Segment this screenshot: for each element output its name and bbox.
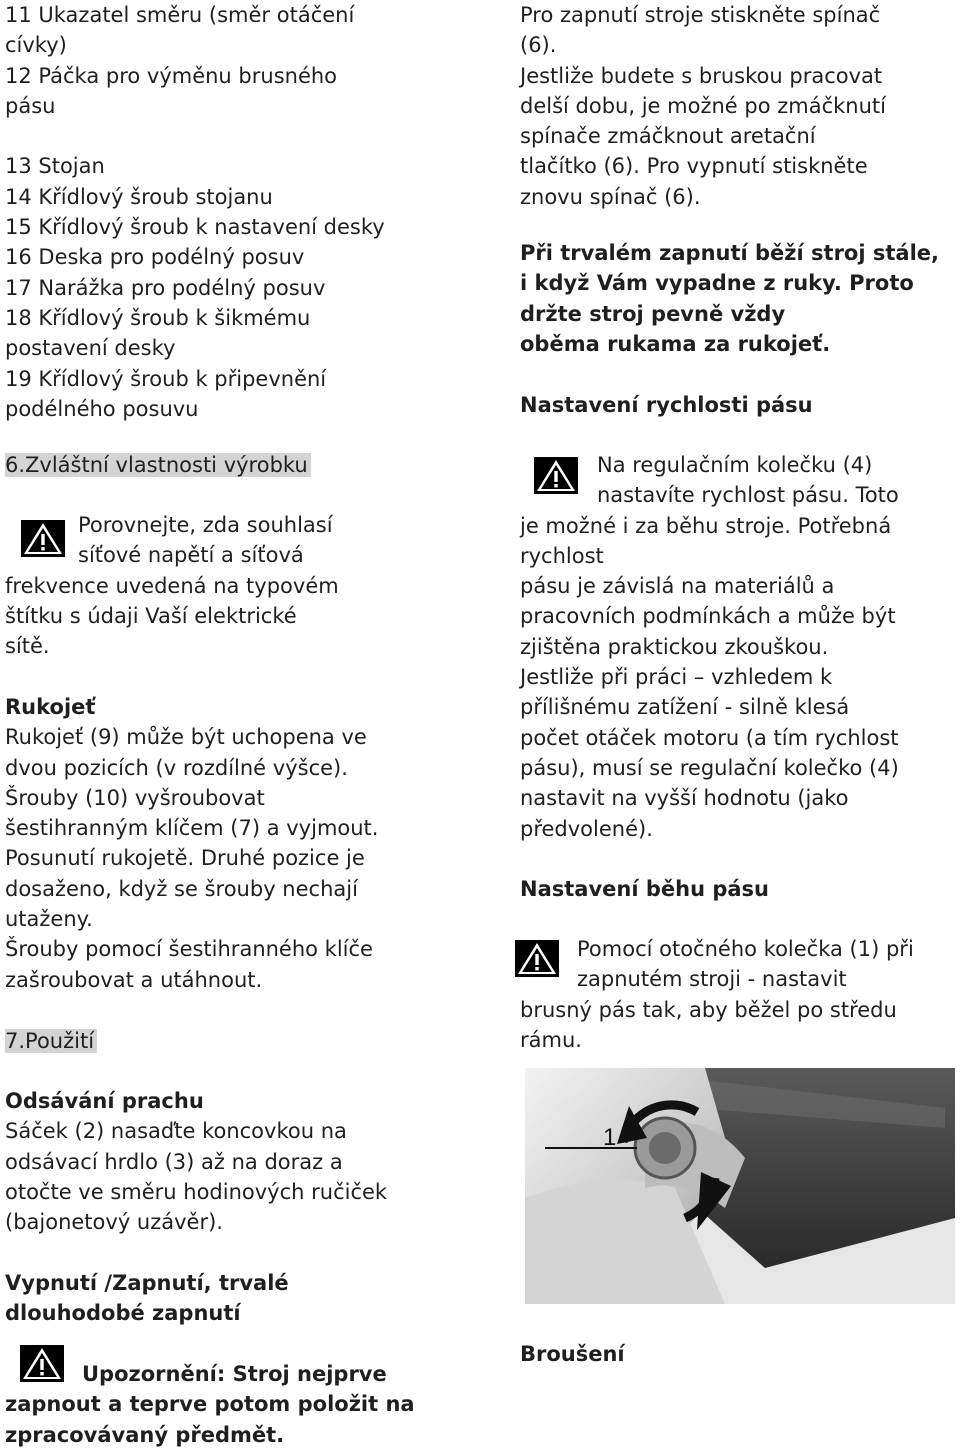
paragraph-line: pásu), musí se regulační kolečko (4) xyxy=(520,755,899,780)
paragraph-line: delší dobu, je možné po zmáčknutí xyxy=(520,93,886,118)
warning-text: Pomocí otočného kolečka (1) při xyxy=(577,937,914,961)
warning-text: zapnout a teprve potom položit na xyxy=(5,1392,415,1417)
list-item: 16 Deska pro podélný posuv xyxy=(5,245,305,270)
warning-triangle-icon xyxy=(21,520,65,557)
paragraph-line: Jestliže budete s bruskou pracovat xyxy=(520,63,883,88)
paragraph-line: znovu spínač (6). xyxy=(520,184,701,209)
continuous-run-warning xyxy=(520,238,939,359)
grinding-heading-block xyxy=(520,1339,625,1369)
warning-text: Porovnejte, zda souhlasí xyxy=(78,513,333,537)
switch-heading: Vypnutí /Zapnutí, trvalé xyxy=(5,1271,289,1295)
grinding-heading: Broušení xyxy=(520,1342,625,1366)
speed-heading: Nastavení rychlosti pásu xyxy=(520,393,813,417)
bold-warning-line: držte stroj pevně vždy xyxy=(520,301,786,326)
paragraph-line: tlačítko (6). Pro vypnutí stiskněte xyxy=(520,154,868,179)
paragraph-line: zašroubovat a utáhnout. xyxy=(5,967,263,992)
list-item: 18 Křídlový šroub k šikmému xyxy=(5,305,311,330)
handle-heading: Rukojeť xyxy=(5,695,96,719)
warning-text: nastavíte rychlost pásu. Toto xyxy=(597,483,899,508)
list-item: 13 Stojan xyxy=(5,154,105,179)
paragraph-line: utaženy. xyxy=(5,907,93,932)
paragraph-line: Jestliže při práci – vzhledem k xyxy=(520,665,833,690)
paragraph-line: předvolené). xyxy=(520,816,653,841)
paragraph-line: Posunutí rukojetě. Druhé pozice je xyxy=(5,846,365,871)
belt-tracking-photo xyxy=(525,1068,955,1304)
paragraph-line: dosaženo, když se šrouby nechají xyxy=(5,876,358,901)
paragraph-line: (6). xyxy=(520,33,557,58)
tracking-heading-block xyxy=(520,874,769,904)
warning-text: Upozornění: Stroj nejprve xyxy=(82,1362,387,1386)
dust-heading: Odsávání prachu xyxy=(5,1089,204,1113)
paragraph-line: Rukojeť (9) může být uchopena ve xyxy=(5,725,367,750)
paragraph-line: nastavit na vyšší hodnotu (jako xyxy=(520,786,849,811)
list-item: 19 Křídlový šroub k připevnění xyxy=(5,366,327,391)
warning-switch-on xyxy=(5,1359,455,1450)
section-6 xyxy=(5,450,311,480)
dust-section xyxy=(5,1086,387,1237)
paragraph-line: rychlost xyxy=(520,543,604,568)
parts-list xyxy=(5,0,385,424)
list-item: cívky) xyxy=(5,33,67,58)
sander-illustration xyxy=(525,1068,955,1304)
section-7-heading: 7.Použití xyxy=(5,1029,97,1053)
paragraph-line: je možné i za běhu stroje. Potřebná xyxy=(520,513,892,538)
paragraph-line: odsávací hrdlo (3) až na doraz a xyxy=(5,1149,343,1174)
speed-heading-block xyxy=(520,390,813,420)
tracking-heading: Nastavení běhu pásu xyxy=(520,877,769,901)
paragraph-line: Šrouby (10) vyšroubovat xyxy=(5,785,265,810)
list-item: 17 Narážka pro podélný posuv xyxy=(5,275,326,300)
paragraph-line: zjištěna praktickou zkouškou. xyxy=(520,634,829,659)
warning-triangle-icon xyxy=(534,457,578,494)
warning-triangle-icon xyxy=(20,1345,64,1382)
bold-warning-line: Při trvalém zapnutí běží stroj stále, xyxy=(520,241,939,265)
paragraph-line: pásu je závislá na materiálů a xyxy=(520,574,835,599)
list-item: pásu xyxy=(5,93,56,118)
warning-text: sítě. xyxy=(5,634,50,659)
speed-section xyxy=(520,450,960,844)
list-item: 11 Ukazatel směru (směr otáčení xyxy=(5,3,355,27)
paragraph-line: šestihranným klíčem (7) a vyjmout. xyxy=(5,816,379,841)
tracking-section xyxy=(520,934,960,1055)
handle-section xyxy=(5,692,378,995)
list-item: postavení desky xyxy=(5,336,176,361)
section-6-heading: 6.Zvláštní vlastnosti výrobku xyxy=(5,453,311,477)
warning-text: frekvence uvedená na typovém xyxy=(5,573,339,598)
list-item xyxy=(5,121,385,151)
list-item: 14 Křídlový šroub stojanu xyxy=(5,184,273,209)
paragraph-line: přílišnému zatížení - silně klesá xyxy=(520,695,850,720)
paragraph-line: dvou pozicích (v rozdílné výšce). xyxy=(5,755,348,780)
callout-label: 1 xyxy=(603,1124,617,1151)
paragraph-line: brusný pás tak, aby běžel po středu xyxy=(520,997,897,1022)
bold-warning-line: oběma rukama za rukojeť. xyxy=(520,331,831,356)
switch-instructions xyxy=(520,0,886,212)
warning-text: síťové napětí a síťová xyxy=(78,543,304,568)
list-item: 15 Křídlový šroub k nastavení desky xyxy=(5,215,385,240)
paragraph-line: Šrouby pomocí šestihranného klíče xyxy=(5,937,373,962)
warning-voltage xyxy=(5,510,455,661)
warning-text: Na regulačním kolečku (4) xyxy=(597,453,873,477)
paragraph-line: spínače zmáčknout aretační xyxy=(520,124,816,149)
switch-heading: dlouhodobé zapnutí xyxy=(5,1301,241,1326)
bold-warning-line: i když Vám vypadne z ruky. Proto xyxy=(520,271,914,296)
paragraph-line: Pro zapnutí stroje stiskněte spínač xyxy=(520,3,881,27)
paragraph-line: otočte ve směru hodinových ručiček xyxy=(5,1179,388,1204)
warning-text: štítku s údaji Vaší elektrické xyxy=(5,603,297,628)
paragraph-line: Sáček (2) nasaďte koncovkou na xyxy=(5,1119,347,1144)
paragraph-line: rámu. xyxy=(520,1027,582,1052)
list-item: 12 Páčka pro výměnu brusného xyxy=(5,63,338,88)
warning-triangle-icon xyxy=(515,940,559,977)
section-7 xyxy=(5,1026,97,1056)
paragraph-line: pracovních podmínkách a může být xyxy=(520,604,896,629)
warning-text: zapnutém stroji - nastavit xyxy=(577,967,847,992)
list-item: podélného posuvu xyxy=(5,396,199,421)
paragraph-line: (bajonetový uzávěr). xyxy=(5,1210,223,1235)
warning-text: zpracovávaný předmět. xyxy=(5,1422,285,1447)
switch-section xyxy=(5,1268,289,1329)
paragraph-line: počet otáček motoru (a tím rychlost xyxy=(520,725,899,750)
